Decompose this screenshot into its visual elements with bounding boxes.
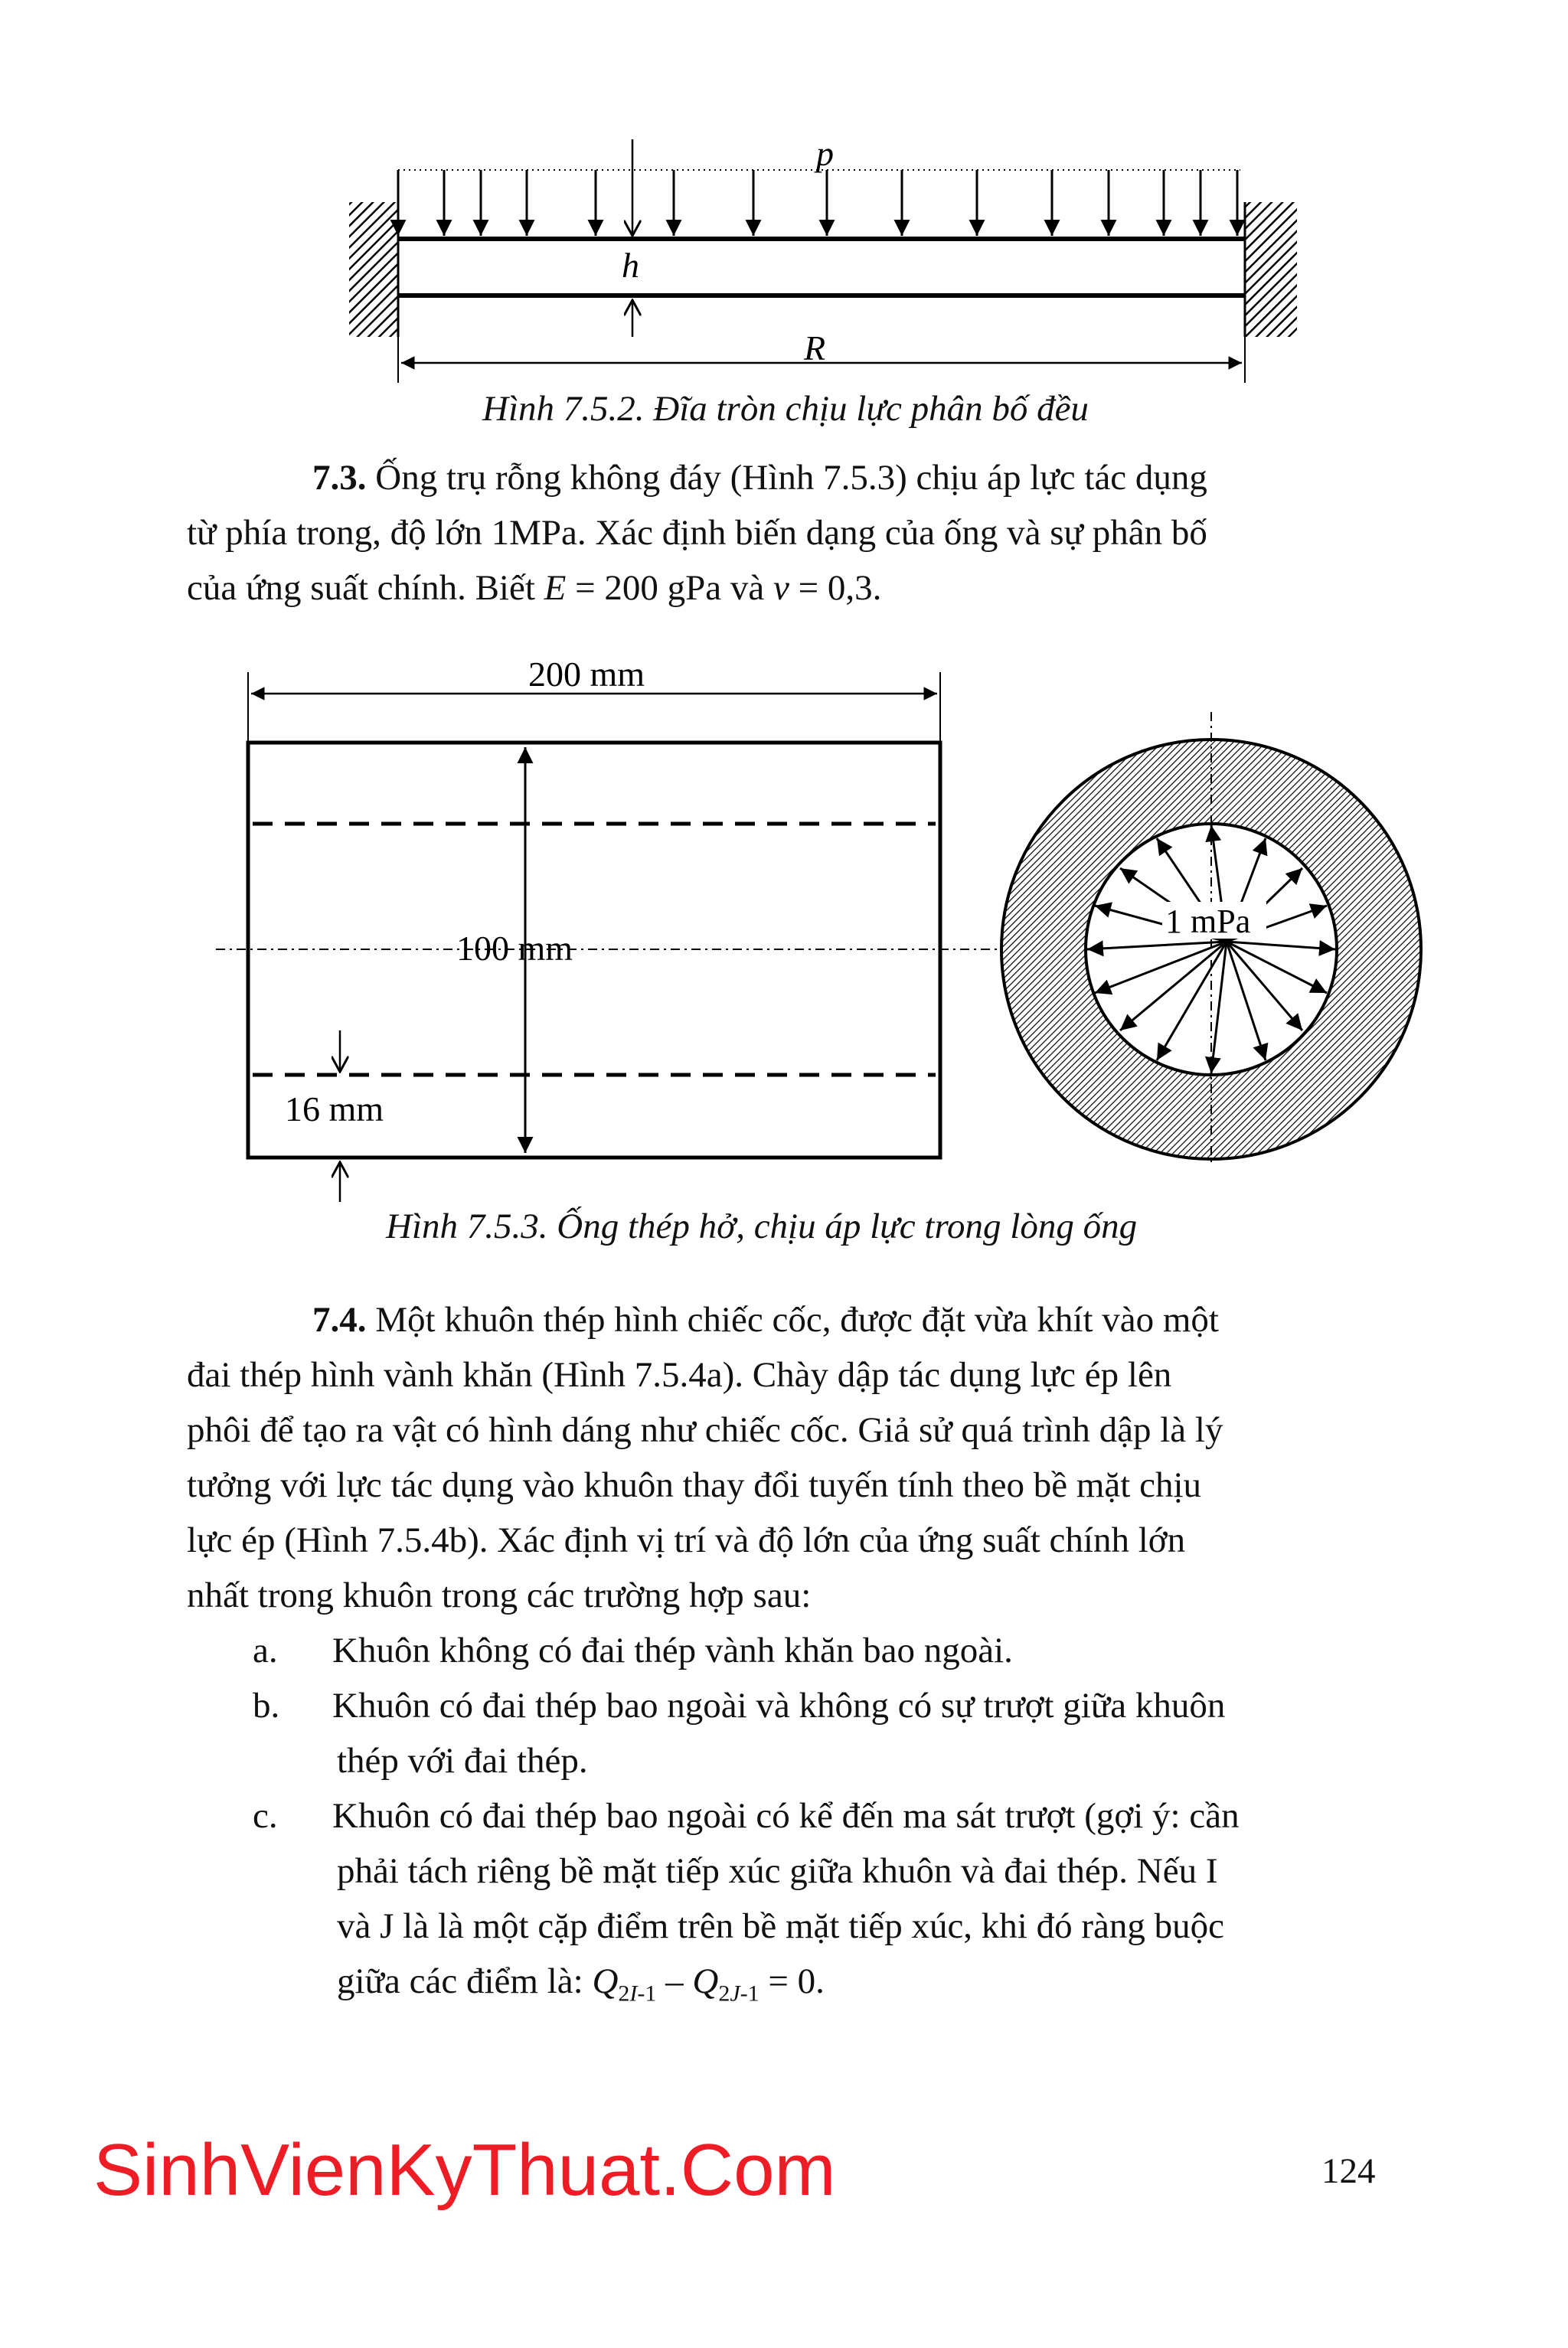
- label-p: p: [816, 134, 834, 173]
- list-marker-a: a.: [253, 1631, 278, 1670]
- problem-7-3: [187, 450, 1378, 616]
- list-line: Khuôn có đai thép bao ngoài và không có sự trượt giữa khuôn: [332, 1686, 1226, 1726]
- problem-7-3-number: 7.3.: [312, 458, 367, 498]
- problem-7-4-line: nhất trong khuôn trong các trường hợp sau:: [187, 1576, 812, 1615]
- list-marker-c: c.: [253, 1796, 278, 1836]
- formula-sub: 2: [718, 1981, 730, 2007]
- problem-7-3-line2: từ phía trong, độ lớn 1MPa. Xác định biến dạng của ống và sự phân bố: [187, 513, 1207, 553]
- list-text-a: [332, 1623, 1378, 1678]
- watermark-logo: SinhVienKyThuat.Com: [93, 2129, 836, 2211]
- list-marker-b: b.: [253, 1686, 280, 1726]
- list-line: Khuôn không có đai thép vành khăn bao ngoài.: [332, 1631, 1013, 1670]
- formula-end: = 0.: [759, 1961, 825, 2001]
- page-number: 124: [1321, 2151, 1376, 2191]
- problem-7-4: [187, 1292, 1378, 1623]
- formula-prefix: giữa các điểm là:: [337, 1961, 593, 2001]
- label-R: R: [804, 328, 826, 367]
- figure-7-5-2-caption: Hình 7.5.2. Đĩa tròn chịu lực phân bố đều: [482, 389, 1089, 429]
- label-thickness: 16 mm: [285, 1089, 384, 1128]
- problem-7-4-number: 7.4.: [312, 1300, 367, 1340]
- problem-7-3-text1: Ống trụ rỗng không đáy (Hình 7.5.3) chịu áp lực tác dụng: [375, 458, 1207, 498]
- label-h: h: [622, 246, 639, 285]
- problem-7-3-line1: [187, 450, 1378, 505]
- problem-7-3-text3c: = 0,3.: [789, 568, 882, 608]
- formula-sub: 2: [618, 1981, 630, 2007]
- figure-7-5-2: [0, 0, 1568, 429]
- formula-Q2: Q: [692, 1961, 719, 2001]
- label-diameter: 100 mm: [456, 929, 573, 968]
- formula-minus: –: [656, 1961, 693, 2001]
- problem-7-4-line1: [187, 1292, 1378, 1347]
- problem-7-4-line: đai thép hình vành khăn (Hình 7.5.4a). Chày dập tác dụng lực ép lên: [187, 1355, 1172, 1395]
- problem-7-4-line: lực ép (Hình 7.5.4b). Xác định vị trí và độ lớn của ứng suất chính lớn: [187, 1520, 1186, 1560]
- list-line: và J là là một cặp điểm trên bề mặt tiếp xúc, khi đó ràng buộc: [337, 1906, 1224, 1946]
- list-line: thép với đai thép.: [337, 1741, 588, 1781]
- symbol-nu: ν: [773, 568, 789, 608]
- formula-Q1: Q: [592, 1961, 619, 2001]
- problem-7-3-text3a: của ứng suất chính. Biết: [187, 568, 544, 608]
- figure-7-5-3: [0, 643, 1568, 1210]
- figure-7-5-3-caption: Hình 7.5.3. Ống thép hở, chịu áp lực trong lòng ống: [386, 1207, 1138, 1246]
- list-text-b: [332, 1678, 1378, 1788]
- list-line: phải tách riêng bề mặt tiếp xúc giữa khuôn và đai thép. Nếu I: [337, 1851, 1218, 1891]
- problem-7-3-text3b: = 200 gPa và: [566, 568, 773, 608]
- formula-sub: -1: [740, 1981, 760, 2007]
- formula-sub: J: [730, 1981, 740, 2007]
- problem-7-4-line: tưởng với lực tác dụng vào khuôn thay đổi tuyến tính theo bề mặt chịu: [187, 1465, 1202, 1505]
- label-length: 200 mm: [528, 655, 645, 694]
- formula-sub: -1: [637, 1981, 657, 2007]
- formula-line: [332, 1954, 1378, 2021]
- problem-7-4-text1: Một khuôn thép hình chiếc cốc, được đặt vừa khít vào một: [375, 1300, 1219, 1340]
- problem-7-4-line: phôi để tạo ra vật có hình dáng như chiếc cốc. Giả sử quá trình dập là lý: [187, 1410, 1223, 1450]
- label-pressure: 1 mPa: [1165, 903, 1251, 940]
- list-line: Khuôn có đai thép bao ngoài có kể đến ma sát trượt (gợi ý: cần: [332, 1796, 1240, 1836]
- problem-7-3-line3: [187, 560, 1378, 616]
- left-wall: [349, 202, 398, 337]
- formula-sub: I: [629, 1981, 638, 2007]
- load-arrows: [398, 170, 1237, 236]
- right-wall: [1245, 202, 1297, 337]
- list-text-c: [332, 1788, 1378, 2021]
- symbol-E: E: [544, 568, 567, 608]
